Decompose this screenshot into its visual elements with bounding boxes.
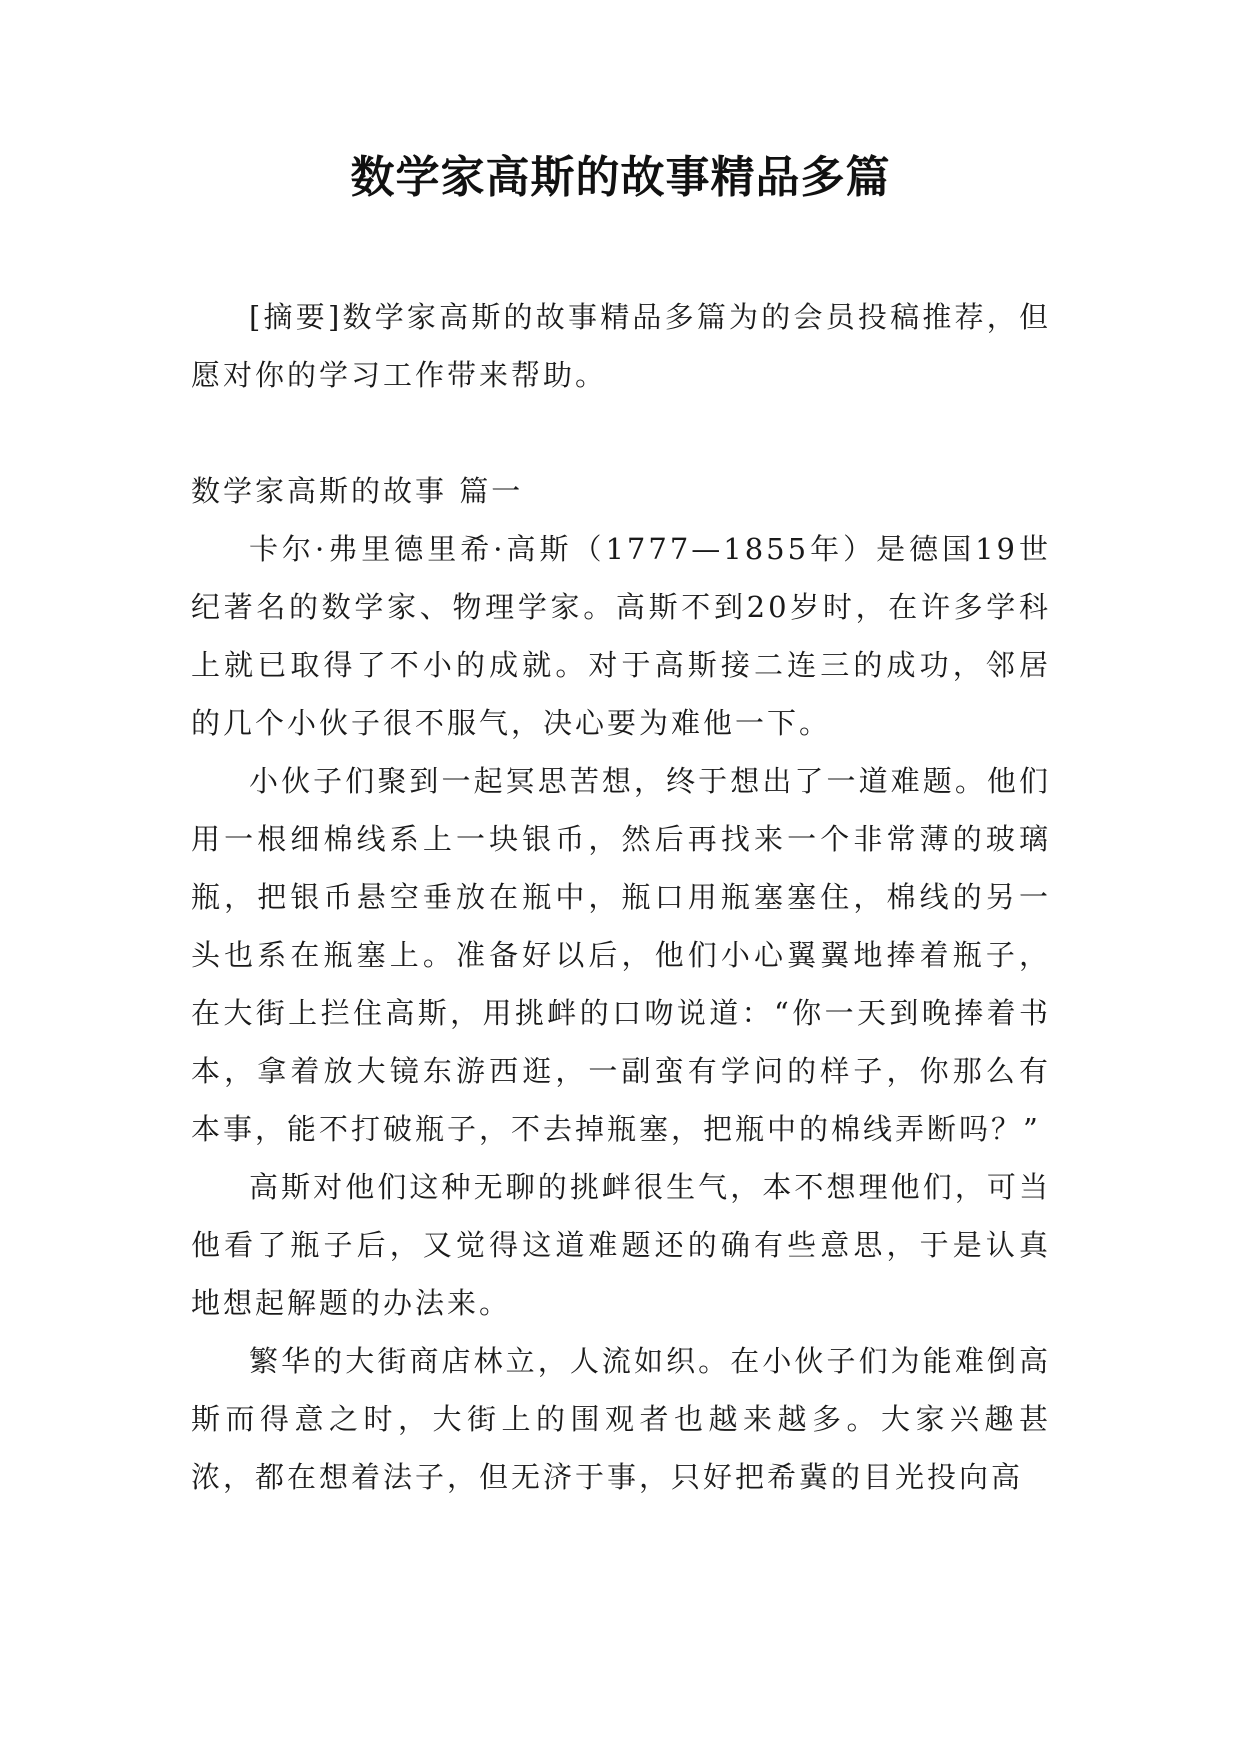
body-paragraph: 小伙子们聚到一起冥思苦想，终于想出了一道难题。他们用一根细棉线系上一块银币，然后再找来一个非常薄的玻璃瓶，把银币悬空垂放在瓶中，瓶口用瓶塞塞住，棉线的另一头也系在瓶塞上。准备好以后，他们小心翼翼地捧着瓶子，在大街上拦住高斯，用挑衅的口吻说道：“你一天到晚捧着书本，拿着放大镜东游西逛，一副蛮有学问的样子，你那么有本事，能不打破瓶子，不去掉瓶塞，把瓶中的棉线弄断吗？” (191, 764, 1051, 1146)
section-heading: 数学家高斯的故事 篇一 (191, 474, 524, 508)
document-title: 数学家高斯的故事精品多篇 (350, 152, 891, 203)
body-paragraph: 高斯对他们这种无聊的挑衅很生气，本不想理他们，可当他看了瓶子后，又觉得这道难题还的确有些意思，于是认真地想起解题的办法来。 (191, 1170, 1051, 1320)
body-paragraph: 卡尔·弗里德里希·高斯（1777—1855年）是德国19世纪著名的数学家、物理学家。高斯不到20岁时，在许多学科上就已取得了不小的成就。对于高斯接二连三的成功，邻居的几个小伙子很不服气，决心要为难他一下。 (191, 532, 1051, 740)
abstract-paragraph: [摘要]数学家高斯的故事精品多篇为的会员投稿推荐，但愿对你的学习工作带来帮助。 (191, 300, 1051, 392)
document-body (191, 288, 1051, 1506)
body-paragraph: 繁华的大街商店林立，人流如织。在小伙子们为能难倒高斯而得意之时，大街上的围观者也越来越多。大家兴趣甚浓，都在想着法子，但无济于事，只好把希冀的目光投向高 (191, 1344, 1051, 1494)
